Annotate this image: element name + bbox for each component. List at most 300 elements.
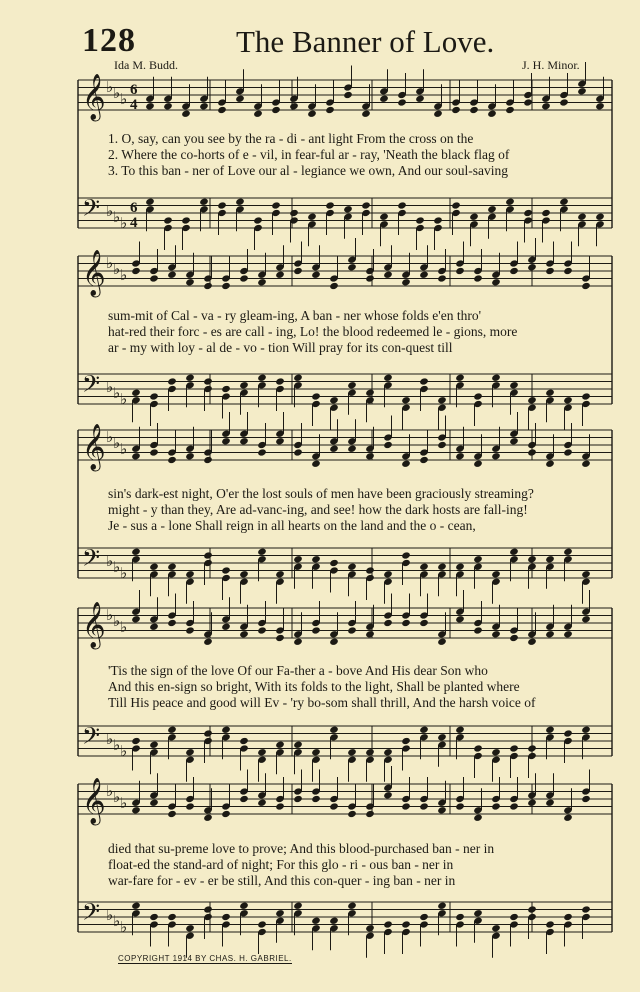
- note-head: [419, 456, 429, 464]
- note-head: [361, 201, 371, 209]
- note-head: [581, 460, 591, 468]
- note-head: [275, 802, 285, 810]
- flat-icon: ♭: [106, 608, 114, 624]
- note-head: [473, 392, 483, 400]
- note-head: [257, 920, 267, 928]
- note-head: [473, 626, 483, 634]
- flat-icon: ♭: [113, 262, 121, 278]
- note-head: [239, 437, 249, 445]
- note-head: [527, 555, 537, 563]
- note-head: [509, 634, 519, 642]
- note-head: [347, 902, 357, 910]
- flat-icon: ♭: [113, 738, 121, 754]
- note-head: [271, 201, 281, 209]
- note-head: [311, 392, 321, 400]
- note-head: [329, 445, 339, 453]
- note-head: [293, 555, 303, 563]
- note-head: [419, 563, 429, 571]
- flat-icon: ♭: [120, 744, 128, 760]
- note-head: [185, 452, 195, 460]
- note-head: [365, 748, 375, 756]
- note-head: [577, 213, 587, 221]
- note-head: [545, 460, 555, 468]
- note-head: [509, 744, 519, 752]
- copyright-text: COPYRIGHT 1914 BY CHAS. H. GABRIEL.: [118, 954, 292, 963]
- note-head: [257, 374, 267, 382]
- note-head: [595, 102, 605, 110]
- note-head: [131, 902, 141, 910]
- note-head: [131, 806, 141, 814]
- note-head: [271, 106, 281, 114]
- note-head: [581, 570, 591, 578]
- note-head: [455, 726, 465, 734]
- note-head: [545, 555, 555, 563]
- note-head: [257, 799, 267, 807]
- note-head: [473, 555, 483, 563]
- lyric-verse-1: sum-mit of Cal - va - ry gleam-ing, A ban - ner whose folds e'en thro': [108, 308, 482, 323]
- note-head: [383, 570, 393, 578]
- bass-clef-icon: 𝄢: [82, 898, 101, 931]
- flat-icon: ♭: [120, 620, 128, 636]
- note-head: [167, 726, 177, 734]
- note-head: [257, 278, 267, 286]
- note-head: [509, 381, 519, 389]
- note-head: [581, 615, 591, 623]
- note-head: [257, 448, 267, 456]
- note-head: [419, 271, 429, 279]
- note-head: [397, 201, 407, 209]
- flat-icon: ♭: [106, 732, 114, 748]
- lyric-verse-1: 1. O, say, can you see by the ra - di - ant light From the cross on the: [108, 131, 474, 146]
- note-head: [437, 274, 447, 282]
- note-head: [167, 271, 177, 279]
- flat-icon: ♭: [120, 442, 128, 458]
- lyric-verse-2: hat-red their forc - es are call - ing, Lo! the blood redeemed le - gions, more: [108, 324, 518, 339]
- lyric-verse-3: 3. To this ban - ner of Love our al - legiance we own, And our soul-saving: [108, 163, 508, 178]
- note-head: [419, 913, 429, 921]
- note-head: [239, 630, 249, 638]
- note-head: [581, 392, 591, 400]
- note-head: [473, 744, 483, 752]
- note-head: [505, 106, 515, 114]
- note-head: [163, 102, 173, 110]
- note-head: [383, 920, 393, 928]
- treble-clef-icon: 𝄞: [82, 778, 106, 824]
- note-head: [401, 737, 411, 745]
- note-head: [559, 198, 569, 206]
- lyric-verse-3: ar - my with loy - al de - vo - tion Will pray for its con-quest till: [108, 340, 453, 355]
- note-head: [491, 802, 501, 810]
- note-head: [527, 448, 537, 456]
- note-head: [311, 626, 321, 634]
- note-head: [203, 729, 213, 737]
- note-head: [491, 924, 501, 932]
- note-head: [545, 726, 555, 734]
- note-head: [289, 209, 299, 217]
- note-head: [149, 563, 159, 571]
- note-head: [401, 460, 411, 468]
- flat-icon: ♭: [120, 216, 128, 232]
- note-head: [221, 810, 231, 818]
- note-head: [149, 799, 159, 807]
- flat-icon: ♭: [113, 614, 121, 630]
- note-head: [383, 791, 393, 799]
- note-head: [253, 110, 263, 118]
- note-head: [545, 799, 555, 807]
- note-head: [293, 374, 303, 382]
- note-head: [343, 205, 353, 213]
- note-head: [221, 726, 231, 734]
- note-head: [311, 795, 321, 803]
- note-head: [329, 396, 339, 404]
- treble-clef-icon: 𝄞: [82, 250, 106, 296]
- lyrics-block: [108, 663, 608, 711]
- lyrics-block: [108, 308, 608, 356]
- flat-icon: ♭: [120, 392, 128, 408]
- note-head: [563, 729, 573, 737]
- note-head: [491, 570, 501, 578]
- note-head: [455, 802, 465, 810]
- note-head: [347, 263, 357, 271]
- note-head: [401, 802, 411, 810]
- note-head: [185, 802, 195, 810]
- note-head: [329, 638, 339, 646]
- note-head: [541, 102, 551, 110]
- note-head: [289, 102, 299, 110]
- note-head: [527, 799, 537, 807]
- note-head: [221, 385, 231, 393]
- note-head: [473, 814, 483, 822]
- note-head: [455, 452, 465, 460]
- flat-icon: ♭: [113, 436, 121, 452]
- note-head: [563, 448, 573, 456]
- note-head: [347, 445, 357, 453]
- note-head: [527, 744, 537, 752]
- note-head: [167, 810, 177, 818]
- note-head: [203, 377, 213, 385]
- note-head: [545, 630, 555, 638]
- note-head: [401, 619, 411, 627]
- note-head: [563, 548, 573, 556]
- lyrics-block: [108, 131, 608, 179]
- bass-clef-icon: 𝄢: [82, 544, 101, 577]
- note-head: [455, 267, 465, 275]
- note-head: [199, 198, 209, 206]
- note-head: [491, 278, 501, 286]
- composer-credit: J. H. Minor.: [522, 58, 580, 72]
- note-head: [451, 201, 461, 209]
- bass-clef-icon: 𝄢: [82, 194, 101, 227]
- note-head: [487, 110, 497, 118]
- note-head: [167, 377, 177, 385]
- note-head: [365, 389, 375, 397]
- flat-icon: ♭: [113, 560, 121, 576]
- note-head: [383, 748, 393, 756]
- treble-clef-icon: 𝄞: [82, 424, 106, 470]
- note-head: [185, 748, 195, 756]
- note-head: [239, 737, 249, 745]
- note-head: [383, 441, 393, 449]
- flat-icon: ♭: [106, 204, 114, 220]
- note-head: [149, 274, 159, 282]
- note-head: [527, 263, 537, 271]
- note-head: [563, 630, 573, 638]
- note-head: [347, 748, 357, 756]
- note-head: [311, 460, 321, 468]
- treble-clef-icon: 𝄞: [82, 602, 106, 648]
- note-head: [473, 274, 483, 282]
- note-head: [347, 381, 357, 389]
- note-head: [167, 456, 177, 464]
- note-head: [347, 563, 357, 571]
- treble-clef-icon: 𝄞: [82, 74, 106, 120]
- flat-icon: ♭: [106, 380, 114, 396]
- note-head: [563, 814, 573, 822]
- note-head: [163, 216, 173, 224]
- note-head: [293, 795, 303, 803]
- note-head: [167, 563, 177, 571]
- note-head: [311, 748, 321, 756]
- note-head: [149, 913, 159, 921]
- flat-icon: ♭: [106, 430, 114, 446]
- note-head: [401, 278, 411, 286]
- note-head: [185, 626, 195, 634]
- note-head: [581, 726, 591, 734]
- note-head: [365, 810, 375, 818]
- note-head: [437, 396, 447, 404]
- flat-icon: ♭: [113, 86, 121, 102]
- note-head: [239, 381, 249, 389]
- note-head: [203, 814, 213, 822]
- note-head: [343, 91, 353, 99]
- note-head: [545, 920, 555, 928]
- note-head: [437, 638, 447, 646]
- note-head: [275, 570, 285, 578]
- note-head: [455, 615, 465, 623]
- note-head: [235, 95, 245, 103]
- note-head: [563, 913, 573, 921]
- note-head: [491, 452, 501, 460]
- note-head: [433, 216, 443, 224]
- note-head: [577, 87, 587, 95]
- note-head: [491, 748, 501, 756]
- note-head: [239, 902, 249, 910]
- note-head: [293, 638, 303, 646]
- flat-icon: ♭: [113, 386, 121, 402]
- note-head: [455, 913, 465, 921]
- lyric-verse-3: Je - sus a - lone Shall reign in all hearts on the land and the o - cean,: [108, 518, 476, 533]
- note-head: [199, 102, 209, 110]
- note-head: [365, 630, 375, 638]
- note-head: [347, 626, 357, 634]
- note-head: [509, 437, 519, 445]
- note-head: [545, 389, 555, 397]
- note-head: [203, 905, 213, 913]
- note-head: [437, 902, 447, 910]
- bass-clef-icon: 𝄢: [82, 722, 101, 755]
- note-head: [379, 95, 389, 103]
- note-head: [131, 267, 141, 275]
- note-head: [275, 271, 285, 279]
- note-head: [203, 456, 213, 464]
- lyric-verse-1: died that su-preme love to prove; And this blood-purchased ban - ner in: [108, 841, 495, 856]
- hymn-number: 128: [82, 22, 136, 59]
- note-head: [437, 441, 447, 449]
- note-head: [523, 209, 533, 217]
- note-head: [145, 102, 155, 110]
- note-head: [131, 452, 141, 460]
- note-head: [559, 98, 569, 106]
- note-head: [419, 619, 429, 627]
- svg-text:4: 4: [130, 215, 138, 231]
- note-head: [419, 726, 429, 734]
- note-head: [131, 548, 141, 556]
- lyric-verse-2: might - y than they, Are ad-vanc-ing, and see! how the dark hosts are fall-ing!: [108, 502, 528, 517]
- note-head: [203, 638, 213, 646]
- note-head: [185, 278, 195, 286]
- note-head: [149, 448, 159, 456]
- note-head: [401, 396, 411, 404]
- note-head: [239, 274, 249, 282]
- note-head: [469, 106, 479, 114]
- note-head: [185, 570, 195, 578]
- note-head: [523, 98, 533, 106]
- note-head: [257, 626, 267, 634]
- lyric-verse-2: And this en-sign so bright, With its folds to the light, Shall be planted where: [108, 679, 520, 694]
- flat-icon: ♭: [106, 256, 114, 272]
- note-head: [491, 374, 501, 382]
- note-head: [275, 741, 285, 749]
- note-head: [275, 437, 285, 445]
- note-head: [217, 106, 227, 114]
- lyrics-block: [108, 486, 608, 534]
- note-head: [131, 389, 141, 397]
- note-head: [329, 917, 339, 925]
- lyric-verse-3: war-fare for - ev - er be still, And this con-quer - ing ban - ner in: [108, 873, 456, 888]
- note-head: [365, 274, 375, 282]
- note-head: [541, 209, 551, 217]
- note-head: [581, 282, 591, 290]
- note-head: [419, 377, 429, 385]
- note-head: [347, 810, 357, 818]
- note-head: [293, 448, 303, 456]
- note-head: [563, 267, 573, 275]
- note-head: [131, 737, 141, 745]
- note-head: [595, 213, 605, 221]
- note-head: [361, 110, 371, 118]
- note-head: [419, 802, 429, 810]
- note-head: [509, 267, 519, 275]
- note-head: [131, 615, 141, 623]
- lyric-verse-3: Till His peace and good will Ev - 'ry bo-som shall thrill, And the harsh voice of: [108, 695, 536, 710]
- note-head: [203, 282, 213, 290]
- note-head: [527, 396, 537, 404]
- note-head: [437, 563, 447, 571]
- note-head: [563, 396, 573, 404]
- note-head: [581, 795, 591, 803]
- flat-icon: ♭: [120, 92, 128, 108]
- note-head: [325, 201, 335, 209]
- note-head: [217, 201, 227, 209]
- note-head: [221, 913, 231, 921]
- note-head: [365, 566, 375, 574]
- note-head: [379, 213, 389, 221]
- lyricist-credit: Ida M. Budd.: [114, 58, 178, 72]
- note-head: [527, 905, 537, 913]
- note-head: [415, 216, 425, 224]
- lyric-verse-2: float-ed the stand-ard of night; For this glo - ri - ous ban - ner in: [108, 857, 454, 872]
- note-head: [221, 282, 231, 290]
- note-head: [487, 205, 497, 213]
- note-head: [235, 198, 245, 206]
- note-head: [203, 551, 213, 559]
- flat-icon: ♭: [113, 914, 121, 930]
- svg-text:4: 4: [130, 97, 138, 113]
- flat-icon: ♭: [120, 920, 128, 936]
- svg-text:6: 6: [130, 200, 138, 216]
- note-head: [581, 905, 591, 913]
- note-head: [383, 374, 393, 382]
- note-head: [181, 110, 191, 118]
- copyright-notice: [118, 954, 292, 963]
- note-head: [401, 920, 411, 928]
- note-head: [167, 619, 177, 627]
- flat-icon: ♭: [106, 554, 114, 570]
- note-head: [253, 216, 263, 224]
- note-head: [383, 271, 393, 279]
- note-head: [329, 802, 339, 810]
- note-head: [293, 741, 303, 749]
- note-head: [329, 559, 339, 567]
- note-head: [329, 282, 339, 290]
- flat-icon: ♭: [106, 80, 114, 96]
- note-head: [365, 924, 375, 932]
- note-head: [491, 630, 501, 638]
- note-head: [275, 377, 285, 385]
- flat-icon: ♭: [120, 268, 128, 284]
- hymn-title: The Banner of Love.: [236, 24, 495, 59]
- note-head: [185, 924, 195, 932]
- note-head: [365, 452, 375, 460]
- lyric-verse-2: 2. Where the co-horts of e - vil, in fear-ful ar - ray, 'Neath the black flag of: [108, 147, 510, 162]
- flat-icon: ♭: [113, 210, 121, 226]
- note-head: [149, 741, 159, 749]
- note-head: [181, 216, 191, 224]
- note-head: [311, 271, 321, 279]
- note-head: [311, 917, 321, 925]
- flat-icon: ♭: [106, 784, 114, 800]
- note-head: [509, 913, 519, 921]
- note-head: [437, 806, 447, 814]
- note-head: [505, 198, 515, 206]
- note-head: [473, 909, 483, 917]
- note-head: [307, 110, 317, 118]
- flat-icon: ♭: [113, 790, 121, 806]
- note-head: [257, 748, 267, 756]
- note-head: [451, 106, 461, 114]
- note-head: [469, 213, 479, 221]
- note-head: [311, 555, 321, 563]
- note-head: [509, 802, 519, 810]
- flat-icon: ♭: [120, 796, 128, 812]
- note-head: [455, 374, 465, 382]
- note-head: [383, 619, 393, 627]
- bass-clef-icon: 𝄢: [82, 370, 101, 403]
- note-head: [221, 437, 231, 445]
- note-head: [293, 902, 303, 910]
- lyric-verse-1: 'Tis the sign of the love Of our Fa-ther a - bove And His dear Son who: [108, 663, 488, 678]
- note-head: [415, 95, 425, 103]
